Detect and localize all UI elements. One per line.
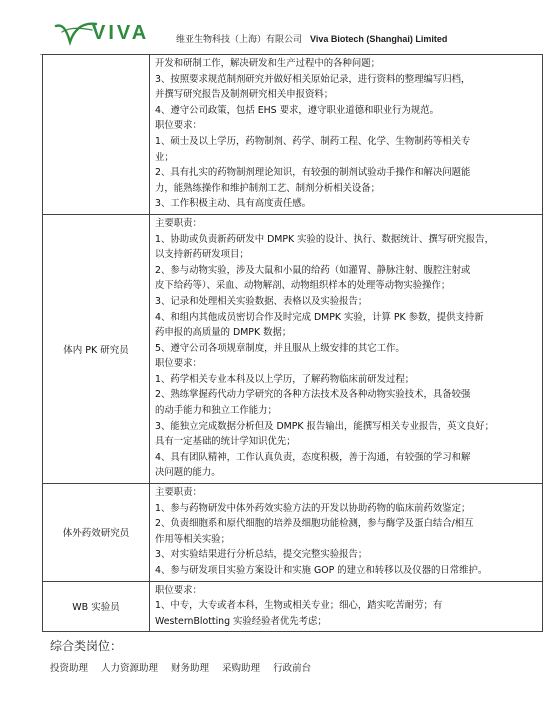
description-line: 3、记录和处理相关实验数据、表格以及实验报告； [155,295,368,307]
description-line: 决问题的能力。 [155,467,221,479]
role-title: WB 实验员 [43,581,150,632]
description-line: 1、中专，大专或者本科，生物或相关专业；细心，踏实吃苦耐劳；有 [155,600,443,612]
jobs-table-body [43,55,543,632]
description-line: 1、参与药物研发中体外药效实验方法的开发以协助药物的临床前药效鉴定； [155,502,471,514]
description-line: 1、硕士及以上学历，药物制剂、药学、制药工程、化学、生物制药等相关专 [155,135,471,147]
role-description [150,55,543,215]
table-row [43,55,543,215]
role-description [150,581,543,632]
description-line: 2、熟练掌握药代动力学研究的各种方法技术及各种动物实验技术，具备较强 [155,389,471,401]
description-line: 并撰写研究报告及制剂研究相关申报资料； [155,89,334,101]
section-title: 综合类岗位： [50,639,123,653]
description-line: 2、负责细胞系和原代细胞的培养及细胞功能检测，参与酶学及蛋白结合/相互 [155,518,474,530]
position-item: 财务助理 [171,663,210,674]
description-line: 2、参与动物实验，涉及大鼠和小鼠的给药（如灌胃、静脉注射、腹腔注射或 [155,264,471,276]
role-title [43,55,150,215]
positions-list [50,660,311,674]
company-name-cn: 维亚生物科技（上海）有限公司 [176,35,303,45]
role-description [150,484,543,582]
company-name [176,32,447,45]
description-line: 职位要求： [155,358,202,370]
description-line: 3、工作积极主动、具有高度责任感。 [155,198,311,210]
position-item: 行政前台 [273,663,312,674]
description-line: 主要职责： [155,487,202,499]
jobs-table [42,54,543,632]
description-line: 皮下给药等）、采血、动物解剖、动物组织样本的处理等动物实验操作； [155,280,451,292]
description-line: 主要职责： [155,217,202,229]
description-line: 4、具有团队精神，工作认真负责，态度积极，善于沟通，有较强的学习和解 [155,451,471,463]
role-title: 体外药效研究员 [43,484,150,582]
description-line: 4、遵守公司政策，包括 EHS 要求，遵守职业道德和职业行为规范。 [155,104,439,116]
table-row [43,581,543,632]
table-row [43,484,543,582]
description-line: 3、按照要求规范制剂研究并做好相关原始记录，进行资料的整理编写归档， [155,73,471,85]
role-title: 体内 PK 研究员 [43,214,150,483]
description-line: 1、协助或负责新药研发中 DMPK 实验的设计、执行、数据统计、撰写研究报告， [155,233,495,245]
description-line: 作用等相关实验； [155,533,231,545]
position-item: 采购助理 [222,663,261,674]
description-line: 职位要求： [155,584,202,596]
description-line: 以支持新药研发项目； [155,249,249,261]
description-line: 开发和研制工作，解决研发和生产过程中的各种问题； [155,58,381,69]
description-line: 的动手能力和独立工作能力； [155,405,277,417]
description-line: 5、遵守公司各项规章制度，并且服从上级安排的其它工作。 [155,342,405,354]
description-line: WesternBlotting 实验经验者优先考虑； [155,615,327,627]
description-line: 1、药学相关专业本科及以上学历，了解药物临床前研发过程； [155,373,415,385]
description-line: 2、具有扎实的药物制剂理论知识，有较强的制剂试验动手操作和解决问题能 [155,167,471,179]
position-item: 投资助理 [50,663,89,674]
position-item: 人力资源助理 [101,663,159,674]
table-row [43,214,543,483]
description-line: 3、对实验结果进行分析总结，提交完整实验报告； [155,549,368,561]
description-line: 3、能独立完成数据分析但及 DMPK 报告输出，能撰写相关专业报告，英文良好； [155,420,495,432]
description-line: 职位要求： [155,120,202,132]
logo-text: VIVA [92,22,150,44]
page-header [40,14,530,55]
description-line: 药申报的高质量的 DMPK 数据； [155,327,292,339]
company-name-en: Viva Biotech (Shanghai) Limited [310,34,448,44]
description-line: 具有一定基础的统计学知识优先； [155,436,296,448]
description-line: 力，能熟练操作和维护制剂工艺、制剂分析相关设备； [155,182,381,194]
role-description [150,214,543,483]
description-line: 业； [155,151,174,163]
description-line: 4、参与研发项目实验方案设计和实施 GOP 的建立和转移以及仪器的日常维护。 [155,565,488,576]
description-line: 4、和组内其他成员密切合作及时完成 DMPK 实验，计算 PK 参数，提供支持新 [155,311,484,323]
